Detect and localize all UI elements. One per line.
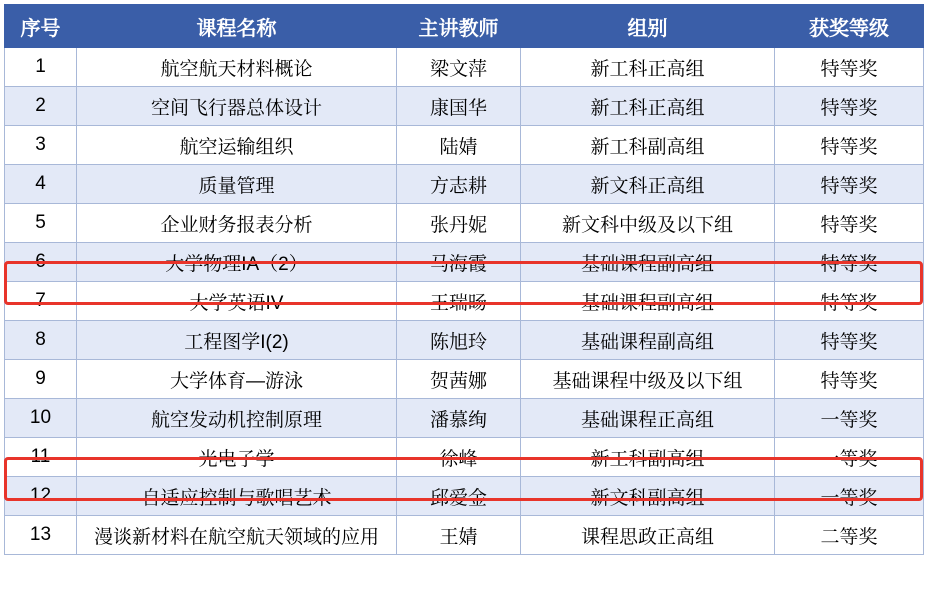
cell-teacher: 康国华 xyxy=(397,87,521,126)
table-row xyxy=(5,282,924,321)
column-header-no: 序号 xyxy=(5,5,77,48)
cell-group: 基础课程副高组 xyxy=(521,282,775,321)
cell-course: 质量管理 xyxy=(77,165,397,204)
cell-group: 基础课程副高组 xyxy=(521,243,775,282)
column-header-award: 获奖等级 xyxy=(775,5,924,48)
cell-no: 2 xyxy=(5,87,77,126)
table-row-highlighted xyxy=(5,243,924,282)
cell-no: 8 xyxy=(5,321,77,360)
table-row xyxy=(5,126,924,165)
cell-course: 企业财务报表分析 xyxy=(77,204,397,243)
cell-course: 大学物理IA（2） xyxy=(77,243,397,282)
cell-award: 一等奖 xyxy=(775,438,924,477)
cell-group: 新工科副高组 xyxy=(521,438,775,477)
cell-teacher: 王瑞旸 xyxy=(397,282,521,321)
table-header-row xyxy=(5,5,924,48)
cell-course: 自适应控制与歌唱艺术 xyxy=(77,477,397,516)
cell-teacher: 陈旭玲 xyxy=(397,321,521,360)
cell-award: 一等奖 xyxy=(775,399,924,438)
cell-teacher: 贺茜娜 xyxy=(397,360,521,399)
cell-no: 3 xyxy=(5,126,77,165)
cell-no: 4 xyxy=(5,165,77,204)
cell-teacher: 方志耕 xyxy=(397,165,521,204)
table-row-highlighted xyxy=(5,438,924,477)
cell-award: 一等奖 xyxy=(775,477,924,516)
cell-no: 13 xyxy=(5,516,77,555)
cell-teacher: 马海霞 xyxy=(397,243,521,282)
cell-award: 特等奖 xyxy=(775,282,924,321)
table-row xyxy=(5,48,924,87)
cell-course: 工程图学I(2) xyxy=(77,321,397,360)
table-row xyxy=(5,321,924,360)
cell-group: 新工科正高组 xyxy=(521,87,775,126)
cell-no: 5 xyxy=(5,204,77,243)
cell-course: 航空航天材料概论 xyxy=(77,48,397,87)
cell-no: 10 xyxy=(5,399,77,438)
column-header-course: 课程名称 xyxy=(77,5,397,48)
cell-course: 大学体育—游泳 xyxy=(77,360,397,399)
table-row xyxy=(5,360,924,399)
cell-teacher: 陆婧 xyxy=(397,126,521,165)
table-row xyxy=(5,477,924,516)
cell-award: 特等奖 xyxy=(775,204,924,243)
cell-group: 新文科中级及以下组 xyxy=(521,204,775,243)
table-row xyxy=(5,516,924,555)
cell-teacher: 梁文萍 xyxy=(397,48,521,87)
cell-award: 特等奖 xyxy=(775,48,924,87)
award-table-container xyxy=(0,4,927,594)
cell-award: 特等奖 xyxy=(775,87,924,126)
cell-teacher: 张丹妮 xyxy=(397,204,521,243)
cell-group: 新文科正高组 xyxy=(521,165,775,204)
table-header xyxy=(5,5,924,48)
table-row xyxy=(5,399,924,438)
cell-group: 基础课程正高组 xyxy=(521,399,775,438)
cell-course: 航空发动机控制原理 xyxy=(77,399,397,438)
cell-no: 11 xyxy=(5,438,77,477)
cell-group: 课程思政正高组 xyxy=(521,516,775,555)
cell-group: 新工科副高组 xyxy=(521,126,775,165)
cell-course: 漫谈新材料在航空航天领域的应用 xyxy=(77,516,397,555)
table-row xyxy=(5,87,924,126)
cell-course: 航空运输组织 xyxy=(77,126,397,165)
table-body xyxy=(5,48,924,555)
cell-group: 新文科副高组 xyxy=(521,477,775,516)
cell-award: 特等奖 xyxy=(775,126,924,165)
column-header-group: 组别 xyxy=(521,5,775,48)
cell-award: 特等奖 xyxy=(775,165,924,204)
cell-award: 特等奖 xyxy=(775,360,924,399)
cell-group: 新工科正高组 xyxy=(521,48,775,87)
column-header-teacher: 主讲教师 xyxy=(397,5,521,48)
cell-group: 基础课程副高组 xyxy=(521,321,775,360)
award-table xyxy=(4,4,924,555)
cell-award: 二等奖 xyxy=(775,516,924,555)
cell-course: 光电子学 xyxy=(77,438,397,477)
cell-group: 基础课程中级及以下组 xyxy=(521,360,775,399)
cell-award: 特等奖 xyxy=(775,243,924,282)
cell-no: 1 xyxy=(5,48,77,87)
table-row xyxy=(5,165,924,204)
cell-course: 空间飞行器总体设计 xyxy=(77,87,397,126)
cell-course: 大学英语IV xyxy=(77,282,397,321)
cell-no: 12 xyxy=(5,477,77,516)
cell-teacher: 邱爱金 xyxy=(397,477,521,516)
cell-no: 7 xyxy=(5,282,77,321)
cell-teacher: 王婧 xyxy=(397,516,521,555)
cell-award: 特等奖 xyxy=(775,321,924,360)
cell-teacher: 潘慕绚 xyxy=(397,399,521,438)
cell-teacher: 徐峰 xyxy=(397,438,521,477)
table-row xyxy=(5,204,924,243)
cell-no: 9 xyxy=(5,360,77,399)
cell-no: 6 xyxy=(5,243,77,282)
